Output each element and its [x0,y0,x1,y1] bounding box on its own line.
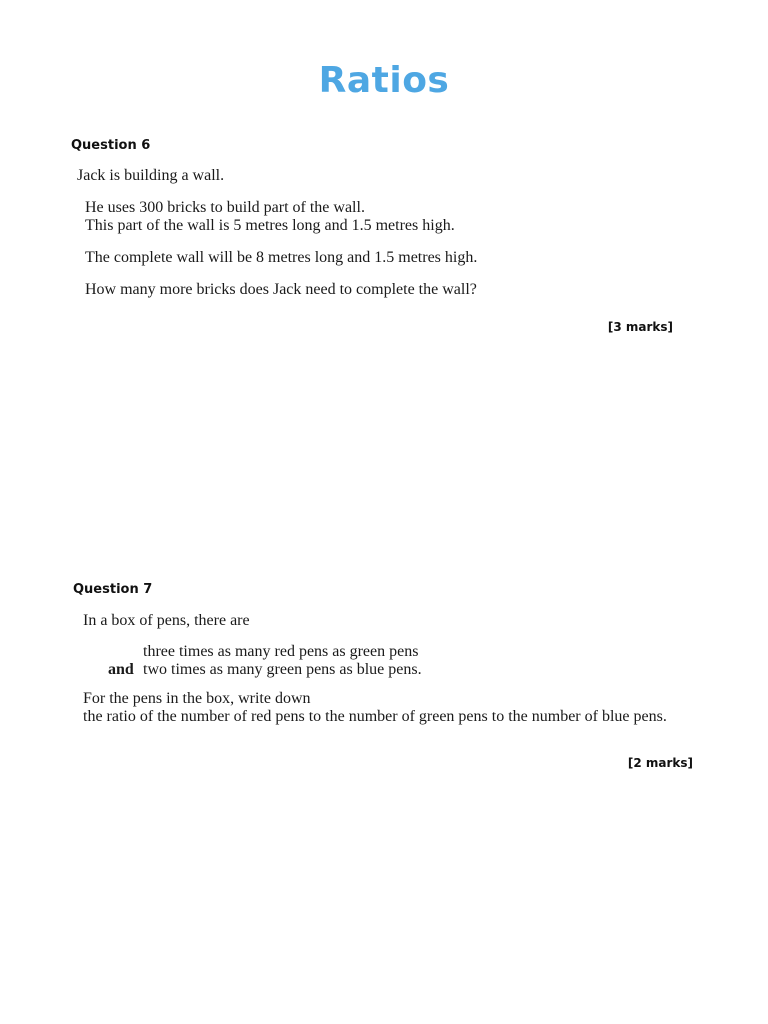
question-7-and-label: and [108,661,134,678]
question-7-marks: [2 marks] [627,756,693,770]
question-6-heading: Question 6 [71,138,151,153]
question-6-line-4: How many more bricks does Jack need to complete the wall? [85,281,477,298]
question-7-intro: In a box of pens, there are [83,612,250,629]
question-7-line-1: three times as many red pens as green pens [143,643,419,660]
question-6-line-1: He uses 300 bricks to build part of the wall. [85,199,365,216]
question-6-intro: Jack is building a wall. [77,167,225,184]
question-7-line-4: the ratio of the number of red pens to the number of green pens to the number of blue pens. [83,708,667,725]
question-7-heading: Question 7 [73,582,153,597]
question-7-line-2: two times as many green pens as blue pens. [143,661,422,678]
page-title: Ratios [318,60,450,101]
question-6-marks: [3 marks] [607,320,673,334]
question-6-line-2: This part of the wall is 5 metres long and 1.5 metres high. [85,217,455,234]
question-7-line-3: For the pens in the box, write down [83,690,311,707]
question-6-line-3: The complete wall will be 8 metres long and 1.5 metres high. [85,249,478,266]
